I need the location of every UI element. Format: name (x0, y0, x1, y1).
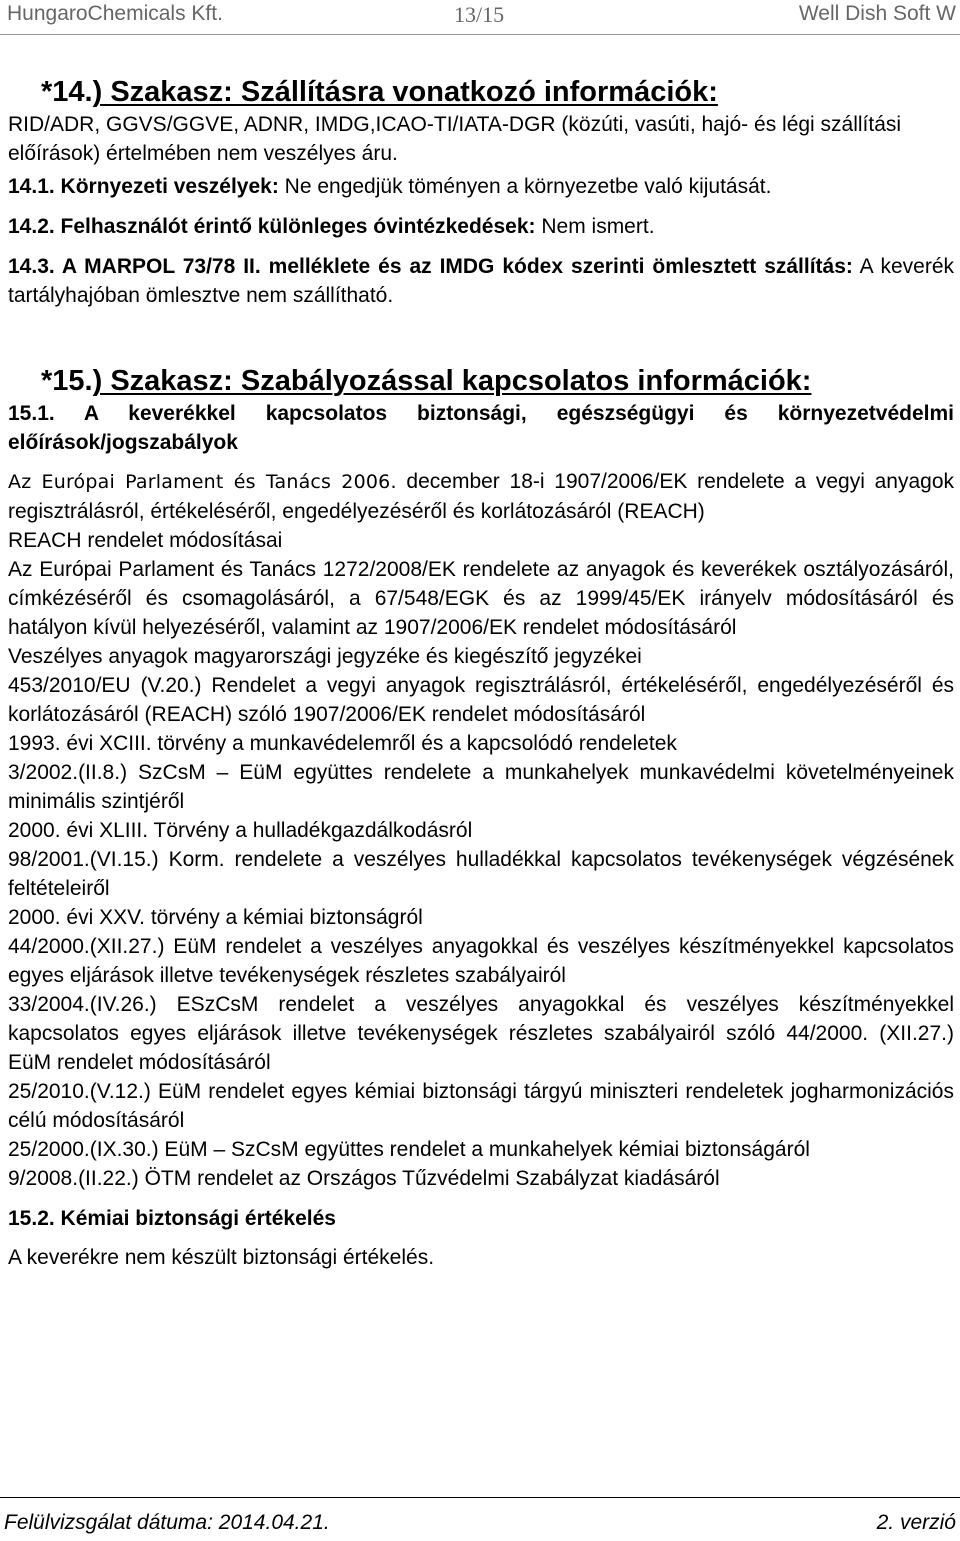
section-14-intro: RID/ADR, GGVS/GGVE, ADNR, IMDG,ICAO-TI/IATA-DGR (közúti, vasúti, hajó- és légi szállítási előírások) értelmében nem veszélyes áru. (8, 113, 902, 165)
section-14-title (8, 75, 954, 109)
regulation-item: 44/2000.(XII.27.) EüM rendelet a veszélyes anyagokkal és veszélyes készítményekkel kapcsolatos egyes eljárások illetve tevékenységek részletes szabályairól (8, 935, 954, 987)
regulation-item: Az Európai Parlament és Tanács 1272/2008/EK rendelete az anyagok és keverékek osztályozásáról, címkézéséről és csomagolásáról, a 67/548/EGK és az 1999/45/EK irányelv módosításáról és hatályon kívül helyezéséről, valamint az 1907/2006/EK rendelet módosításáról (8, 558, 954, 639)
section-15-heading: ) Szakasz: Szabályozással kapcsolatos információk: (92, 365, 812, 397)
section-14-number: *14. (41, 76, 93, 108)
regulation-item: 2000. évi XLIII. Törvény a hulladékgazdálkodásról (8, 819, 473, 842)
regulation-list (8, 526, 954, 1193)
header-software: Well Dish Soft W (798, 2, 956, 25)
section-14-3-label: 14.3. A MARPOL 73/78 II. melléklete és az IMDG kódex szerinti ömlesztett szállítás: (8, 255, 853, 278)
section-14-3-text: A keverék tartályhajóban ömlesztve nem szállítható. (8, 255, 954, 307)
section-15-2-text: A keverékre nem készült biztonsági értékelés. (8, 1246, 435, 1269)
footer-version: 2. verzió (876, 1511, 956, 1534)
section-14-1 (8, 172, 954, 201)
first-regulation-rest: december 18-i 1907/2006/EK rendelete a vegyi anyagok regisztrálásról, értékeléséről, engedélyezéséről és korlátozásáról (REACH) (8, 470, 954, 523)
page-header (0, 0, 960, 35)
page-footer (0, 1497, 960, 1541)
regulation-item: 25/2000.(IX.30.) EüM – SzCsM együttes rendelet a munkahelyek kémiai biztonságáról (8, 1138, 810, 1161)
section-15-1-first-regulation (8, 467, 954, 526)
section-14-1-label: 14.1. Környezeti veszélyek: (8, 175, 279, 198)
section-15-2-title: 15.2. Kémiai biztonsági értékelés (8, 1207, 336, 1230)
section-15-number: *15. (41, 365, 93, 397)
regulation-item: 1993. évi XCIII. törvény a munkavédelemről és a kapcsolódó rendeletek (8, 732, 677, 755)
footer-divider (0, 1497, 960, 1498)
section-15-1-title: 15.1. A keverékkel kapcsolatos biztonsági, egészségügyi és környezetvédelmi előírások/jogszabályok (8, 402, 954, 454)
regulation-item: 9/2008.(II.22.) ÖTM rendelet az Országos Tűzvédelmi Szabályzat kiadásáról (8, 1167, 720, 1190)
footer-review-date: Felülvizsgálat dátuma: 2014.04.21. (4, 1511, 330, 1534)
document-body (8, 75, 954, 1272)
section-14-heading: ) Szakasz: Szállításra vonatkozó információk: (92, 76, 718, 108)
section-14-2 (8, 212, 954, 241)
section-14-2-label: 14.2. Felhasználót érintő különleges óvintézkedések: (8, 215, 536, 238)
section-14-3 (8, 252, 954, 310)
regulation-item: 98/2001.(VI.15.) Korm. rendelete a veszélyes hulladékkal kapcsolatos tevékenységek végzésének feltételeiről (8, 848, 954, 900)
header-company: HungaroChemicals Kft. (7, 2, 223, 25)
regulation-item: 453/2010/EU (V.20.) Rendelet a vegyi anyagok regisztrálásról, értékeléséről, engedélyezéséről és korlátozásáról (REACH) szóló 1907/2006/EK rendelet módosításáról (8, 674, 954, 726)
regulation-item: REACH rendelet módosításai (8, 529, 283, 552)
section-14-1-text: Ne engedjük töményen a környezetbe való kijutását. (278, 175, 772, 198)
section-15-title (8, 364, 954, 398)
first-regulation-start: Az Európai Parlament és Tanács 2006. (8, 471, 397, 493)
section-14-2-text: Nem ismert. (535, 215, 655, 238)
regulation-item: 33/2004.(IV.26.) ESzCsM rendelet a veszélyes anyagokkal és veszélyes készítményekkel kapcsolatos egyes eljárások illetve tevékenységek részletes szabályairól szóló 44/2000. (XII.27.) EüM rendelet módosításáról (8, 993, 954, 1074)
regulation-item: 2000. évi XXV. törvény a kémiai biztonságról (8, 906, 423, 929)
regulation-item: 25/2010.(V.12.) EüM rendelet egyes kémiai biztonsági tárgyú miniszteri rendeletek jogharmonizációs célú módosításáról (8, 1080, 954, 1132)
regulation-item: Veszélyes anyagok magyarországi jegyzéke és kiegészítő jegyzékei (8, 645, 642, 668)
header-page-number: 13/15 (454, 2, 505, 27)
regulation-item: 3/2002.(II.8.) SzCsM – EüM együttes rendelete a munkahelyek munkavédelmi követelményeinek minimális szintjéről (8, 761, 954, 813)
